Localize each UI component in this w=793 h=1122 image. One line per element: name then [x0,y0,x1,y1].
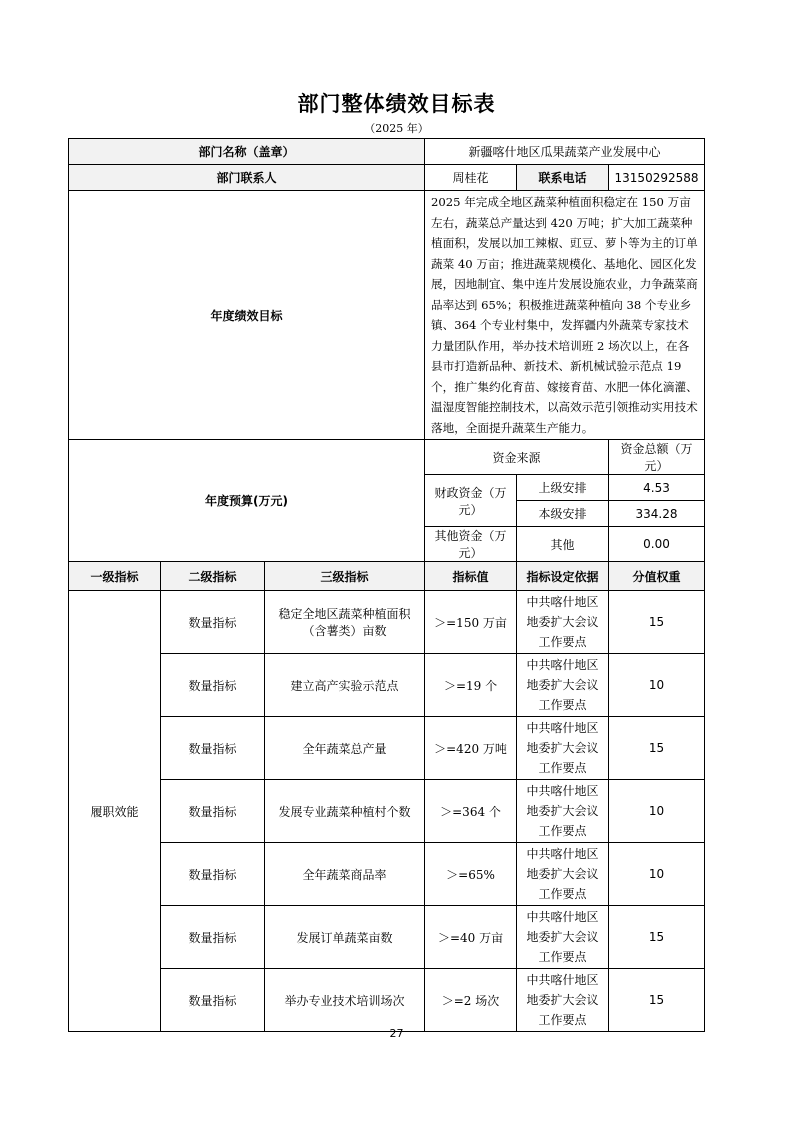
indicator-row [69,591,705,654]
basis-cell: 中共喀什地区地委扩大会议工作要点 [517,717,609,780]
weight-cell: 15 [609,591,705,654]
level2-cell: 数量指标 [161,969,265,1032]
level2-header: 二级指标 [161,562,265,591]
page-title: 部门整体绩效目标表 [297,92,496,116]
weight-cell: 10 [609,843,705,906]
other-fund-value: 0.00 [609,527,705,562]
level3-cell: 建立高产实验示范点 [265,654,425,717]
budget-header-row [69,440,705,475]
level2-cell: 数量指标 [161,906,265,969]
annual-goal-text: 2025 年完成全地区蔬菜种植面积稳定在 150 万亩左右，蔬菜总产量达到 420 万吨；扩大加工蔬菜种植面积，发展以加工辣椒、豇豆、萝卜等为主的订单蔬菜 40 万亩；推进蔬菜规模化、基地化、园区化发展，因地制宜、集中连片发展设施农业，力争蔬菜商品率达到 65%；积极推进蔬菜种植向 38 个专业乡镇、364 个专业村集中，发挥疆内外蔬菜专家技术力量团队作用，举办技术培训班 2 场次以上，在各县市打造新品种、新技术、新机械试验示范点 19 个，推广集约化育苗、嫁接育苗、水肥一体化滴灌、温湿度智能控制技术，以高效示范引领推动实用技术落地，全面提升蔬菜生产能力。 [425,191,705,440]
indicator-row [69,969,705,1032]
value-cell: ＞=150 万亩 [425,591,517,654]
weight-cell: 15 [609,906,705,969]
local-arrangement-label: 本级安排 [517,501,609,527]
value-cell: ＞=364 个 [425,780,517,843]
level2-cell: 数量指标 [161,780,265,843]
indicator-row [69,906,705,969]
weight-cell: 10 [609,654,705,717]
value-cell: ＞=65% [425,843,517,906]
level2-cell: 数量指标 [161,717,265,780]
level3-cell: 全年蔬菜总产量 [265,717,425,780]
level1-header: 一级指标 [69,562,161,591]
other-fund-label: 其他资金（万元） [425,527,517,562]
weight-header: 分值权重 [609,562,705,591]
department-name-value: 新疆喀什地区瓜果蔬菜产业发展中心 [425,139,705,165]
weight-cell: 15 [609,969,705,1032]
fiscal-fund-label: 财政资金（万元） [425,475,517,527]
value-cell: ＞=2 场次 [425,969,517,1032]
indicator-row [69,780,705,843]
basis-cell: 中共喀什地区地委扩大会议工作要点 [517,780,609,843]
indicator-row [69,717,705,780]
department-name-label: 部门名称（盖章） [69,139,425,165]
level3-cell: 全年蔬菜商品率 [265,843,425,906]
weight-cell: 10 [609,780,705,843]
level2-cell: 数量指标 [161,654,265,717]
level3-cell: 稳定全地区蔬菜种植面积（含薯类）亩数 [265,591,425,654]
phone-value: 13150292588 [609,165,705,191]
contact-value: 周桂花 [425,165,517,191]
level1-cell: 履职效能 [69,591,161,1032]
fund-total-header: 资金总额（万元） [609,440,705,475]
value-header: 指标值 [425,562,517,591]
upper-arrangement-label: 上级安排 [517,475,609,501]
indicator-row [69,843,705,906]
other-sub-label: 其他 [517,527,609,562]
level3-cell: 发展订单蔬菜亩数 [265,906,425,969]
basis-cell: 中共喀什地区地委扩大会议工作要点 [517,591,609,654]
indicator-row [69,654,705,717]
year-subtitle: （2025 年） [364,122,429,135]
basis-cell: 中共喀什地区地委扩大会议工作要点 [517,969,609,1032]
level2-cell: 数量指标 [161,591,265,654]
local-arrangement-value: 334.28 [609,501,705,527]
indicator-header-row [69,562,705,591]
performance-goal-table [68,138,705,1032]
level2-cell: 数量指标 [161,843,265,906]
basis-cell: 中共喀什地区地委扩大会议工作要点 [517,654,609,717]
basis-header: 指标设定依据 [517,562,609,591]
level3-header: 三级指标 [265,562,425,591]
budget-label: 年度预算(万元) [69,440,425,562]
basis-cell: 中共喀什地区地委扩大会议工作要点 [517,843,609,906]
page-number: 27 [389,1027,404,1040]
annual-goal-label: 年度绩效目标 [69,191,425,440]
contact-label: 部门联系人 [69,165,425,191]
weight-cell: 15 [609,717,705,780]
value-cell: ＞=19 个 [425,654,517,717]
contact-row [69,165,705,191]
phone-label: 联系电话 [517,165,609,191]
level3-cell: 发展专业蔬菜种植村个数 [265,780,425,843]
basis-cell: 中共喀什地区地委扩大会议工作要点 [517,906,609,969]
department-name-row [69,139,705,165]
value-cell: ＞=420 万吨 [425,717,517,780]
value-cell: ＞=40 万亩 [425,906,517,969]
fund-source-header: 资金来源 [425,440,609,475]
upper-arrangement-value: 4.53 [609,475,705,501]
annual-goal-row [69,191,705,440]
level3-cell: 举办专业技术培训场次 [265,969,425,1032]
